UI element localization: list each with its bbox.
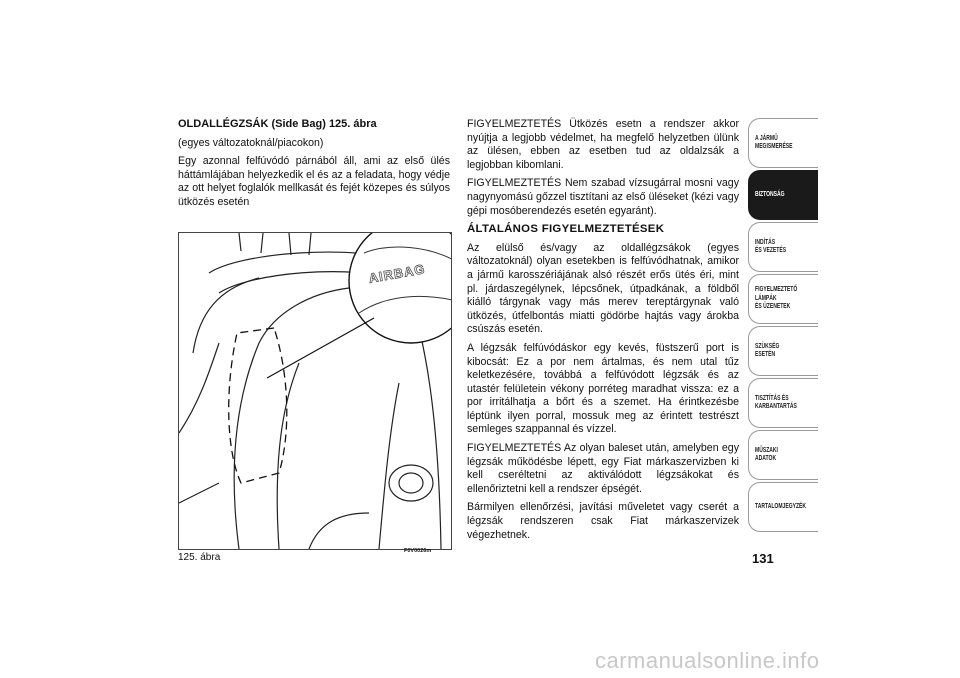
intro-paragraph: Egy azonnal felfúvódó párnából áll, ami az első ülés háttámlájában helyezkedik el és az a feladata, hogy védje az ott helyet foglalók mellkasát és fejét közepes és súlyos ütközés esetén [178, 155, 450, 208]
tab-starting-driving[interactable] [748, 222, 818, 272]
tab-emergency[interactable] [748, 326, 818, 376]
chapter-tabs [748, 118, 818, 534]
tab-vehicle-overview[interactable] [748, 118, 818, 168]
figure-code: F0V0026m [404, 548, 432, 554]
airbag-label: AIRBAG [367, 261, 427, 286]
general-warnings-title: ÁLTALÁNOS FIGYELMEZTETÉSEK [467, 223, 665, 236]
tab-label: BIZTONSÁG [755, 190, 785, 198]
tab-maintenance[interactable] [748, 378, 818, 428]
watermark: carmanualsonline.info [595, 648, 820, 673]
tab-label: FIGYELMEZTETŐ LÁMPÁK ÉS ÜZENETEK [755, 286, 798, 311]
left-column [178, 118, 450, 215]
tab-label: TARTALOMJEGYZÉK [755, 502, 807, 510]
tab-safety[interactable] [748, 170, 818, 220]
warning-paragraph-2: FIGYELMEZTETÉS Nem szabad vízsugárral mosni vagy nagynyomású gőzzel tisztítani az első üléseket (kézi vagy gépi mosóberendezés esetén egyaránt). [467, 177, 739, 217]
tab-index[interactable] [748, 482, 818, 532]
paragraph-4: A légzsák felfúvódáskor egy kevés, füstszerű port is kibocsát: Ez a por nem ártalmas, és nem utal tűz keletkezésére, továbbá a felfúvódott légzsák és az utastér felületein vékony porréteg maradhat vissza: ez a por irritálhatja a bőrt és a szemet. Ha érintkezésbe léptünk ilyen porral, mossuk meg az érintett testrészt semleges szappannal és vízzel. [467, 341, 739, 436]
figure-125 [178, 232, 452, 550]
paragraph-3: Az elülső és/vagy az oldallégzsákok (egyes változatoknál) olyan esetekben is felfúvódhatnak, amikor a jármű karosszériájának alsó részét erős ütés éri, mint pl. járdaszegélynek, lépcsőnek, útpadkának, a földből kiálló tárgynak vagy más merev tereptárgynak való ütközés, útfelbontás miatti gödörbe hajtás vagy árokba csúszás esetén. [467, 241, 739, 336]
right-column [467, 118, 739, 547]
tab-warning-lights[interactable] [748, 274, 818, 324]
paragraph-6: Bármilyen ellenőrzési, javítási műveletet vagy cserét a légzsák rendszeren csak Fiat márkaszervizek végezhetnek. [467, 501, 739, 541]
section-heading: OLDALLÉGZSÁK (Side Bag) 125. ábra [178, 118, 377, 130]
tab-label: TISZTÍTÁS ÉS KARBANTARTÁS [755, 394, 797, 410]
figure-caption: 125. ábra [178, 552, 221, 563]
warning-paragraph-5: FIGYELMEZTETÉS Az olyan baleset után, amelyben egy légzsák működésbe lépett, egy Fiat márkaszervizben ki kell cseréltetni az aktiválódott légzsákokat és ellenőriztetni kell a rendszer épségét. [467, 442, 739, 495]
section-subheading: (egyes változatoknál/piacokon) [178, 136, 324, 149]
tab-label: INDÍTÁS ÉS VEZETÉS [755, 238, 787, 254]
warning-paragraph-1: FIGYELMEZTETÉS Ütközés esetn a rendszer akkor nyújtja a legjobb védelmet, ha megfelő helyzetben ülünk az ülésen, ebben az esetben tud az oldalzsák a legjobban kibomlani. [467, 118, 739, 171]
page-number: 131 [752, 551, 774, 566]
tab-label: MŰSZAKI ADATOK [755, 446, 778, 462]
tab-label: A JÁRMŰ MEGISMERÉSE [755, 134, 793, 150]
tab-technical-data[interactable] [748, 430, 818, 480]
tab-label: SZÜKSÉG ESETÉN [755, 342, 780, 358]
seat-illustration [179, 233, 451, 549]
